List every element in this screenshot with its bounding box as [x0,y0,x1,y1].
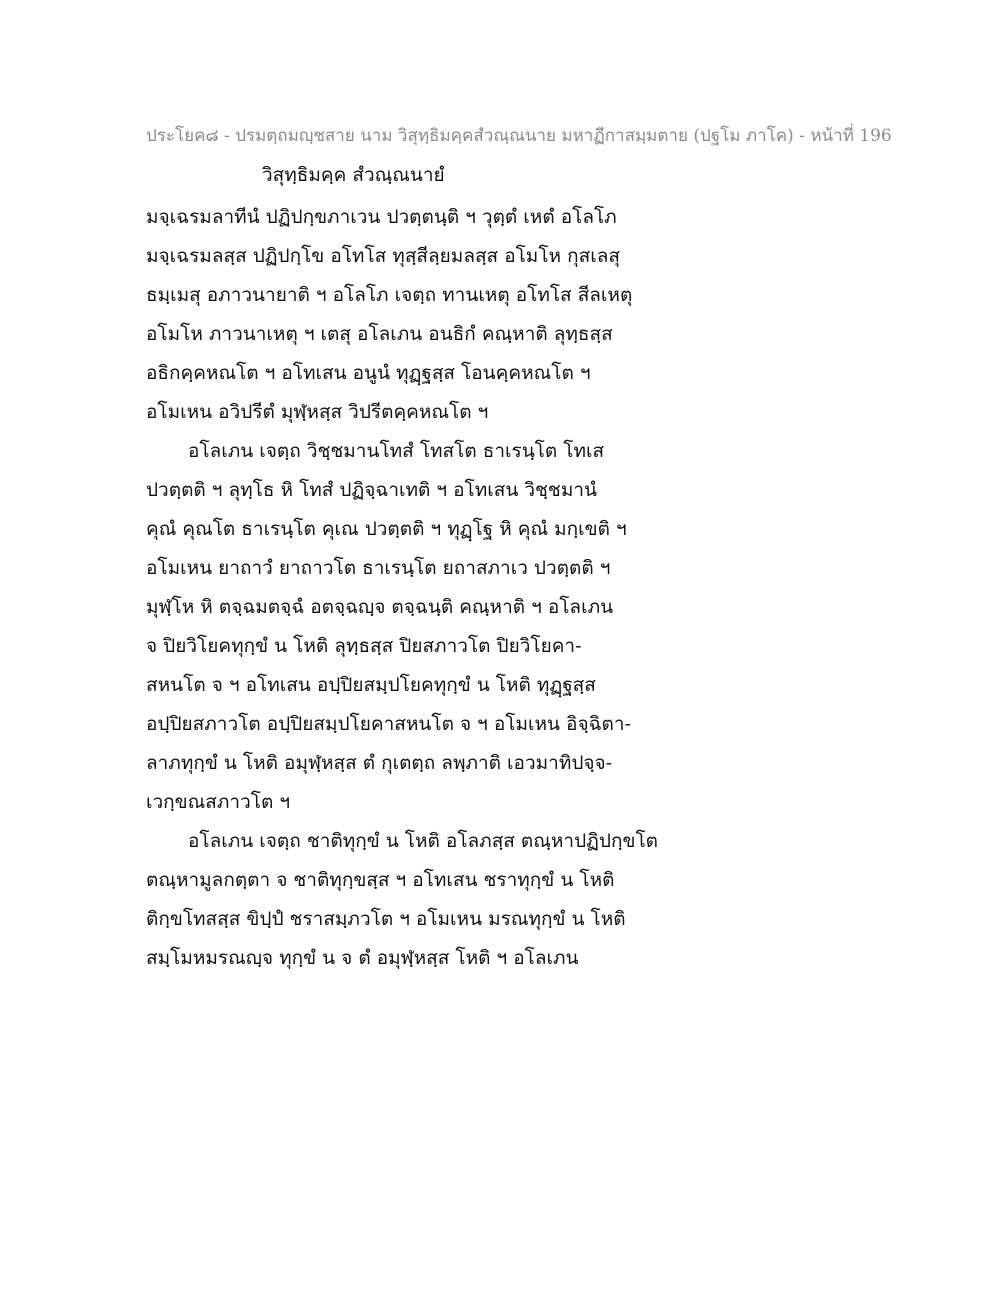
text-line: ปวตฺตติ ฯ ลุทฺโธ หิ โทสํ ปฏิจฺฉาเทติ ฯ อโทเสน วิชฺชมานํ [146,479,597,501]
text-line: ติกฺขโทสสฺส ขิปฺปํ ชราสมฺภวโต ฯ อโมเหน มรณทุกฺขํ น โหติ [146,908,626,930]
text-line: ลาภทุกฺขํ น โหติ อมุฬฺหสฺส ตํ กุเตตฺถ ลพฺภาติ เอวมาทิปจฺจ- [146,752,613,774]
page-header: ประโยค๘ - ปรมตฺถมญฺชสาย นาม วิสุทฺธิมคฺคสํวณฺณนาย มหาฏีกาสมฺมตาย (ปฐโม ภาโค) - หน้าที่ 196 [146,126,892,146]
section-title: วิสุทฺธิมคฺค สํวณฺณนายํ [262,164,445,186]
text-line: คุณํ คุณโต ธาเรนฺโต คุเณ ปวตฺตติ ฯ ทุฏฺโฐ หิ คุณํ มกฺเขติ ฯ [146,518,627,540]
text-line: อโลเภน เจตฺถ วิชฺชมานโทสํ โทสโต ธาเรนฺโต โทเส [188,440,605,462]
text-line: อโลเภน เจตฺถ ชาติทุกฺขํ น โหติ อโลภสฺส ตณฺหาปฏิปกฺขโต [188,830,658,852]
text-line: อโมเหน อวิปรีตํ มุฬฺหสฺส วิปรีตคฺคหณโต ฯ [146,401,489,423]
text-line: ตณฺหามูลกตฺตา จ ชาติทุกฺขสฺส ฯ อโทเสน ชราทุกฺขํ น โหติ [146,869,615,891]
text-line: มุฬฺโห หิ ตจฺฉมตจฺฉํ อตจฺฉญฺจ ตจฺฉนฺติ คณฺหาติ ฯ อโลเภน [146,596,614,618]
text-line: สมฺโมหมรณญฺจ ทุกฺขํ น จ ตํ อมุฬฺหสฺส โหติ ฯ อโลเภน [146,947,579,969]
text-line: อปฺปิยสภาวโต อปฺปิยสมฺปโยคาสหนโต จ ฯ อโมเหน อิจฺฉิตา- [146,713,631,735]
text-line: อธิกคฺคหณโต ฯ อโทเสน อนูนํ ทุฏฺฐสฺส โอนคฺคหณโต ฯ [146,362,591,384]
text-line: จ ปิยวิโยคทุกฺขํ น โหติ ลุทฺธสฺส ปิยสภาวโต ปิยวิโยคา- [146,635,582,657]
text-line: สหนโต จ ฯ อโทเสน อปฺปิยสมฺปโยคทุกฺขํ น โหติ ทุฏฺฐสฺส [146,674,596,696]
text-line: อโมโห ภาวนาเหตุ ฯ เตสุ อโลเภน อนธิกํ คณฺหาติ ลุทฺธสฺส [146,323,613,345]
text-line: มจฺเฉรมลาทีนํ ปฏิปกฺขภาเวน ปวตฺตนฺติ ฯ วุตฺตํ เหตํ อโลโภ [146,206,617,228]
text-line: มจฺเฉรมลสฺส ปฏิปกฺโข อโทโส ทุสฺสีลฺยมลสฺส อโมโห กุสเลสุ [146,245,620,267]
text-line: ธมฺเมสุ อภาวนายาติ ฯ อโลโภ เจตฺถ ทานเหตุ อโทโส สีลเหตุ [146,284,633,306]
text-line: เวกฺขณสภาวโต ฯ [146,791,290,813]
text-line: อโมเหน ยาถาวํ ยาถาวโต ธาเรนฺโต ยถาสภาเว ปวตฺตติ ฯ [146,557,611,579]
